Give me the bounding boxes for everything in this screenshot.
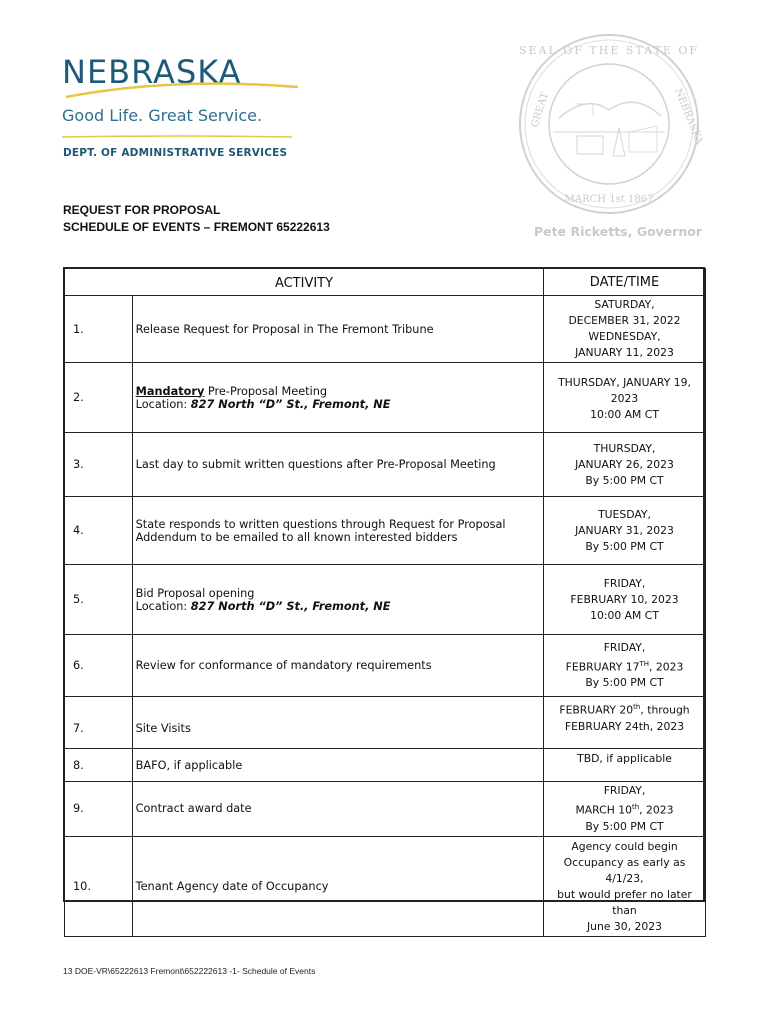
activity-text: Pre-Proposal Meeting bbox=[204, 384, 328, 398]
date-line: SATURDAY, bbox=[594, 298, 655, 311]
table-row bbox=[65, 363, 706, 433]
governor-name: Pete Ricketts, Governor bbox=[534, 224, 702, 239]
date-superscript: th bbox=[631, 803, 640, 811]
row-number: 2. bbox=[65, 363, 133, 433]
date-text: FEBRUARY 17 bbox=[565, 660, 640, 674]
svg-text:NEBRASKA: NEBRASKA bbox=[672, 87, 705, 147]
date-line: FEBRUARY 10, 2023 bbox=[570, 592, 679, 606]
date-line: JANUARY 11, 2023 bbox=[575, 346, 674, 359]
location-label: Location: bbox=[135, 599, 191, 613]
table-row bbox=[65, 697, 706, 749]
date-cell bbox=[544, 433, 706, 497]
department-name: DEPT. OF ADMINISTRATIVE SERVICES bbox=[63, 147, 288, 159]
date-line: 10:00 AM CT bbox=[590, 608, 659, 622]
date-superscript: th bbox=[633, 703, 641, 711]
table-row bbox=[65, 635, 706, 697]
date-line: FRIDAY, bbox=[603, 640, 646, 654]
location-label: Location: bbox=[135, 397, 191, 411]
activity-cell: Last day to submit written questions after Pre-Proposal Meeting bbox=[132, 433, 543, 497]
date-cell bbox=[544, 565, 706, 635]
date-line: By 5:00 PM CT bbox=[585, 473, 664, 487]
activity-text-2: Addendum to be emailed to all known interested bidders bbox=[135, 530, 458, 544]
mandatory-label: Mandatory bbox=[135, 384, 205, 398]
logo-tagline: Good Life. Great Service. bbox=[62, 106, 263, 125]
activity-header: ACTIVITY bbox=[65, 269, 544, 296]
row-number: 3. bbox=[65, 433, 133, 497]
date-line: Agency could begin bbox=[571, 839, 678, 853]
date-cell bbox=[544, 363, 706, 433]
date-cell bbox=[544, 497, 706, 565]
date-cell bbox=[544, 697, 706, 749]
date-line: TBD, if applicable bbox=[577, 752, 672, 765]
row-number: 7. bbox=[65, 697, 133, 749]
activity-text: Bid Proposal opening bbox=[135, 586, 255, 600]
row-number: 4. bbox=[65, 497, 133, 565]
date-line: 10:00 AM CT bbox=[590, 408, 659, 421]
activity-cell: Release Request for Proposal in The Fremont Tribune bbox=[132, 296, 543, 363]
table-row bbox=[65, 565, 706, 635]
activity-cell bbox=[132, 363, 543, 433]
nebraska-logo bbox=[62, 55, 302, 101]
activity-cell: BAFO, if applicable bbox=[132, 749, 543, 782]
row-number: 1. bbox=[65, 296, 133, 363]
date-line: but would prefer no later than bbox=[557, 887, 692, 917]
title-line-1: REQUEST FOR PROPOSAL bbox=[63, 203, 221, 217]
svg-text:MARCH 1st 1867: MARCH 1st 1867 bbox=[564, 194, 654, 205]
date-line bbox=[545, 799, 704, 819]
date-line bbox=[545, 656, 704, 676]
date-line: FEBRUARY 24th, 2023 bbox=[564, 719, 685, 733]
date-line: THURSDAY, bbox=[593, 441, 656, 455]
table-header-row bbox=[65, 269, 706, 296]
date-cell bbox=[544, 782, 706, 837]
row-number: 6. bbox=[65, 635, 133, 697]
table-row bbox=[65, 433, 706, 497]
activity-cell: Review for conformance of mandatory requirements bbox=[132, 635, 543, 697]
table-row bbox=[65, 497, 706, 565]
activity-cell bbox=[132, 497, 543, 565]
location-address: 827 North “D” St., Fremont, NE bbox=[190, 397, 391, 411]
date-line: June 30, 2023 bbox=[586, 919, 663, 933]
row-number: 8. bbox=[65, 749, 133, 782]
date-text: , 2023 bbox=[649, 660, 684, 674]
location-address: 827 North “D” St., Fremont, NE bbox=[190, 599, 391, 613]
date-cell bbox=[544, 836, 706, 936]
datetime-header: DATE/TIME bbox=[544, 269, 706, 296]
date-line bbox=[545, 699, 704, 719]
date-line: FRIDAY, bbox=[603, 784, 646, 797]
date-line: JANUARY 31, 2023 bbox=[575, 523, 674, 537]
state-seal-icon bbox=[517, 32, 705, 216]
date-line: Occupancy as early as 4/1/23, bbox=[563, 855, 686, 885]
svg-text:SEAL OF THE STATE OF: SEAL OF THE STATE OF bbox=[518, 44, 700, 57]
row-number: 9. bbox=[65, 782, 133, 837]
date-line: WEDNESDAY, bbox=[588, 330, 661, 343]
page-footer: 13 DOE-VR\65222613 Fremont\652222613 -1- Schedule of Events bbox=[63, 966, 316, 976]
title-line-2: SCHEDULE OF EVENTS – FREMONT 65222613 bbox=[63, 220, 330, 234]
date-cell bbox=[544, 749, 706, 782]
table-row bbox=[65, 836, 706, 936]
date-line: TUESDAY, bbox=[598, 507, 651, 521]
row-number: 5. bbox=[65, 565, 133, 635]
date-line: DECEMBER 31, 2022 bbox=[568, 314, 681, 327]
table-row bbox=[65, 749, 706, 782]
date-line: By 5:00 PM CT bbox=[585, 539, 664, 553]
date-line: THURSDAY, JANUARY 19, 2023 bbox=[558, 376, 691, 405]
logo-wordmark: NEBRASKA bbox=[62, 53, 242, 91]
activity-cell: Site Visits bbox=[132, 697, 543, 749]
date-text: , through bbox=[640, 703, 690, 717]
date-cell bbox=[544, 296, 706, 363]
date-text: FEBRUARY 20 bbox=[559, 703, 634, 717]
date-line: FRIDAY, bbox=[603, 576, 646, 590]
date-line: By 5:00 PM CT bbox=[585, 676, 664, 690]
date-line: By 5:00 PM CT bbox=[585, 819, 664, 833]
row-number: 10. bbox=[65, 836, 133, 936]
table-row bbox=[65, 782, 706, 837]
activity-cell bbox=[132, 565, 543, 635]
schedule-table bbox=[64, 268, 706, 937]
date-text: , 2023 bbox=[639, 803, 674, 817]
date-line: JANUARY 26, 2023 bbox=[575, 457, 674, 471]
activity-cell: Tenant Agency date of Occupancy bbox=[132, 836, 543, 936]
activity-cell: Contract award date bbox=[132, 782, 543, 837]
tagline-underline bbox=[62, 135, 292, 139]
date-superscript: TH bbox=[639, 659, 650, 668]
date-cell bbox=[544, 635, 706, 697]
table-row bbox=[65, 296, 706, 363]
date-text: MARCH 10 bbox=[575, 803, 632, 817]
document-title bbox=[63, 202, 330, 236]
activity-text: State responds to written questions through Request for Proposal bbox=[135, 517, 506, 531]
svg-text:GREAT: GREAT bbox=[529, 91, 552, 129]
